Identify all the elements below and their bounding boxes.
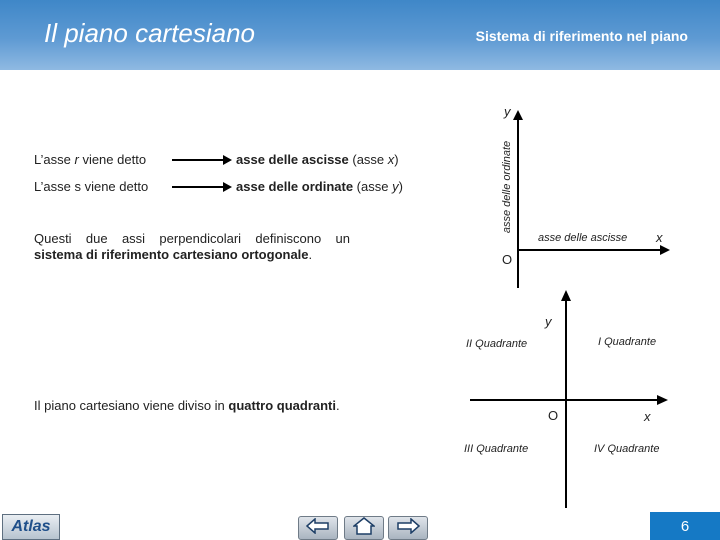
origin-label-2: O xyxy=(548,408,559,423)
y-axis-letter: y xyxy=(504,104,511,119)
page-title: Il piano cartesiano xyxy=(44,18,256,48)
y-axis-letter-2: y xyxy=(545,314,552,329)
quadrant-2-label: II Quadrante xyxy=(466,338,528,350)
back-button[interactable] xyxy=(298,516,338,540)
forward-button[interactable] xyxy=(388,516,428,540)
arrow-r xyxy=(172,159,224,161)
x-axis-letter-2: x xyxy=(644,409,651,424)
atlas-logo: Atlas xyxy=(2,514,60,540)
definition-s-label: L’asse s viene detto xyxy=(34,179,149,194)
origin-label: O xyxy=(502,252,513,267)
page-subtitle: Sistema di riferimento nel piano xyxy=(475,28,688,44)
quadrants-sentence: Il piano cartesiano viene diviso in quattro quadranti. xyxy=(34,398,340,413)
definition-s-result: asse delle ordinate (asse y) xyxy=(236,179,403,194)
home-button[interactable] xyxy=(344,516,384,540)
quadrant-4-label: IV Quadrante xyxy=(594,443,660,455)
quadrant-1-label: I Quadrante xyxy=(598,336,657,348)
home-icon xyxy=(353,517,375,540)
back-arrow-icon xyxy=(306,518,330,539)
cartesian-system-paragraph: Questi due assi perpendicolari definiscono un sistema di riferimento cartesiano ortogonale. xyxy=(34,231,350,262)
quadrants-diagram-lines xyxy=(450,290,670,510)
header-banner xyxy=(0,0,720,70)
quadrant-3-label: III Quadrante xyxy=(464,443,529,455)
page-number-badge: 6 xyxy=(650,512,720,540)
arrow-s xyxy=(172,186,224,188)
x-axis-letter: x xyxy=(656,230,663,245)
x-axis-name: asse delle ascisse xyxy=(538,232,628,244)
forward-arrow-icon xyxy=(396,518,420,539)
axes-diagram-lines xyxy=(510,110,670,290)
definition-r-result: asse delle ascisse (asse x) xyxy=(236,152,399,167)
y-axis-name: asse delle ordinate xyxy=(501,140,513,234)
y-axis-name-container xyxy=(500,138,514,238)
definition-r-label: L’asse r viene detto xyxy=(34,152,147,167)
